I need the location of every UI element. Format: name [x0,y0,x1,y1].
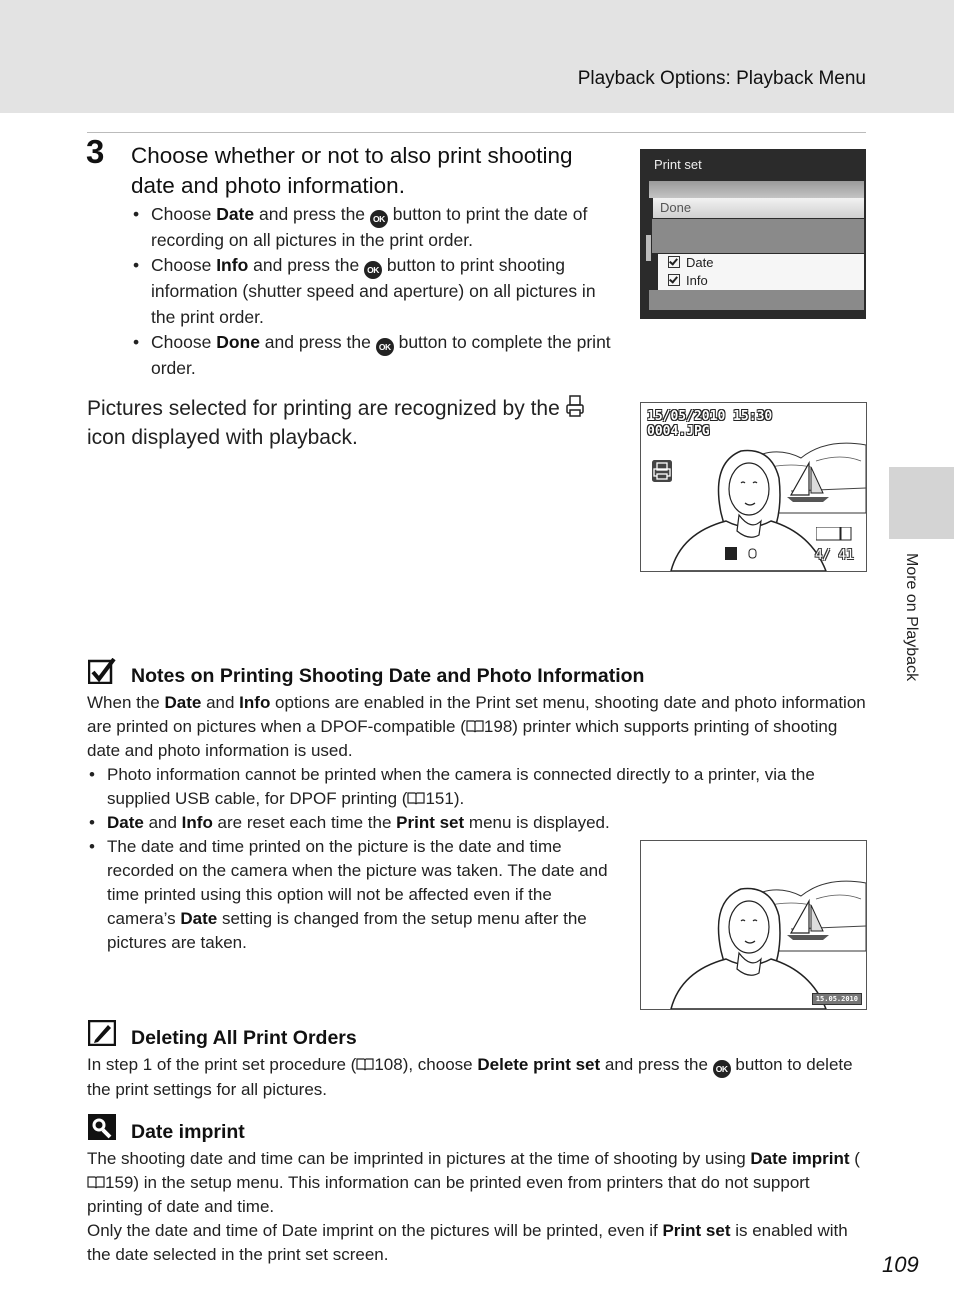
datetime-readout: 15/05/2010 15:30 [647,409,773,424]
menu-scroll-edge [646,235,651,261]
note-title: Deleting All Print Orders [131,1027,357,1049]
memo-icon [88,1020,116,1046]
menu-bar [649,290,864,310]
header-rule [87,132,866,133]
print-set-title: Print set [654,157,702,172]
page-number: 109 [882,1252,919,1277]
info-option: Info [668,273,708,288]
image-quality-icon [816,527,852,541]
magnifier-icon [88,1114,116,1140]
playback-photo [640,402,867,572]
note-title: Notes on Printing Shooting Date and Photo Information [131,665,645,687]
ok-voice-memo-icon [725,547,761,561]
list-item: • Choose Done and press the OK button to complete the print order. [131,330,613,381]
note-paragraph: When the Date and Info options are enabled in the Print set menu, shooting date and photo information are printed on pictures when a DPOF-compatible ( 198) printer which supports printing of shooting date and photo information is used. [87,693,866,760]
note-title: Date imprint [131,1121,245,1143]
ok-button-icon [364,261,382,279]
book-reference-icon [466,720,484,733]
recognition-paragraph: Pictures selected for printing are recognized by the icon displayed with playback. [87,394,607,452]
ok-button-icon [713,1060,731,1078]
checkbox-checked-icon [668,256,680,268]
book-reference-icon [356,1058,374,1071]
options-list [658,254,864,290]
note-paragraph: In step 1 of the print set procedure ( 108), choose Delete print set and press the OK button to delete the print settings for all pictures. [87,1053,867,1102]
print-order-icon [651,459,673,483]
step-bullets [131,202,613,381]
list-item: • Choose Info and press the OK button to print shooting information (shutter speed and aperture) on all pictures in the print order. [131,253,613,330]
note-paragraph: Only the date and time of Date imprint on the pictures will be printed, even if Print set is enabled with the date selected in the print set screen. [87,1221,848,1264]
list-item: • Photo information cannot be printed when the camera is connected directly to a printer, via the supplied USB cable, for DPOF printing ( 151). [87,763,867,811]
step-number: 3 [86,133,105,170]
checkbox-checked-icon [668,274,680,286]
header-band [0,0,954,113]
step-heading: Choose whether or not to also print shooting date and photo information. [131,143,573,198]
done-menu-item: Done [653,198,864,218]
checkmark-icon [88,658,116,684]
date-stamp: 15.05.2010 [812,993,862,1005]
note-paragraph: The shooting date and time can be imprinted in pictures at the time of shooting by using Date imprint (159) in the setup menu. This information can be printed even from printers that do not support printing of date and time. [87,1149,860,1216]
side-tab [889,467,954,539]
filename-readout: 0004.JPG [647,424,710,439]
book-reference-icon [407,792,425,805]
menu-bar [652,219,864,253]
date-option: Date [668,255,713,270]
list-item: • The date and time printed on the picture is the date and time recorded on the camera when the picture was taken. The date and time printed using this option will not be affected even if the camera’s Date setting is changed from the setup menu after the pictures are taken. [87,835,617,955]
ok-button-icon [370,210,388,228]
frame-counter: 4/ 41 [814,548,854,563]
book-reference-icon [87,1176,105,1189]
portrait-illustration [641,841,866,1009]
print-order-icon [566,395,584,417]
list-item: • Choose Date and press the OK button to print the date of recording on all pictures in the print order. [131,202,613,253]
list-item: • Date and Info are reset each time the Print set menu is displayed. [87,811,867,835]
menu-bar [649,181,864,198]
ok-button-icon [376,338,394,356]
side-tab-label: More on Playback [903,553,920,682]
date-stamped-photo [640,840,867,1010]
page-header-title: Playback Options: Playback Menu [577,68,866,89]
